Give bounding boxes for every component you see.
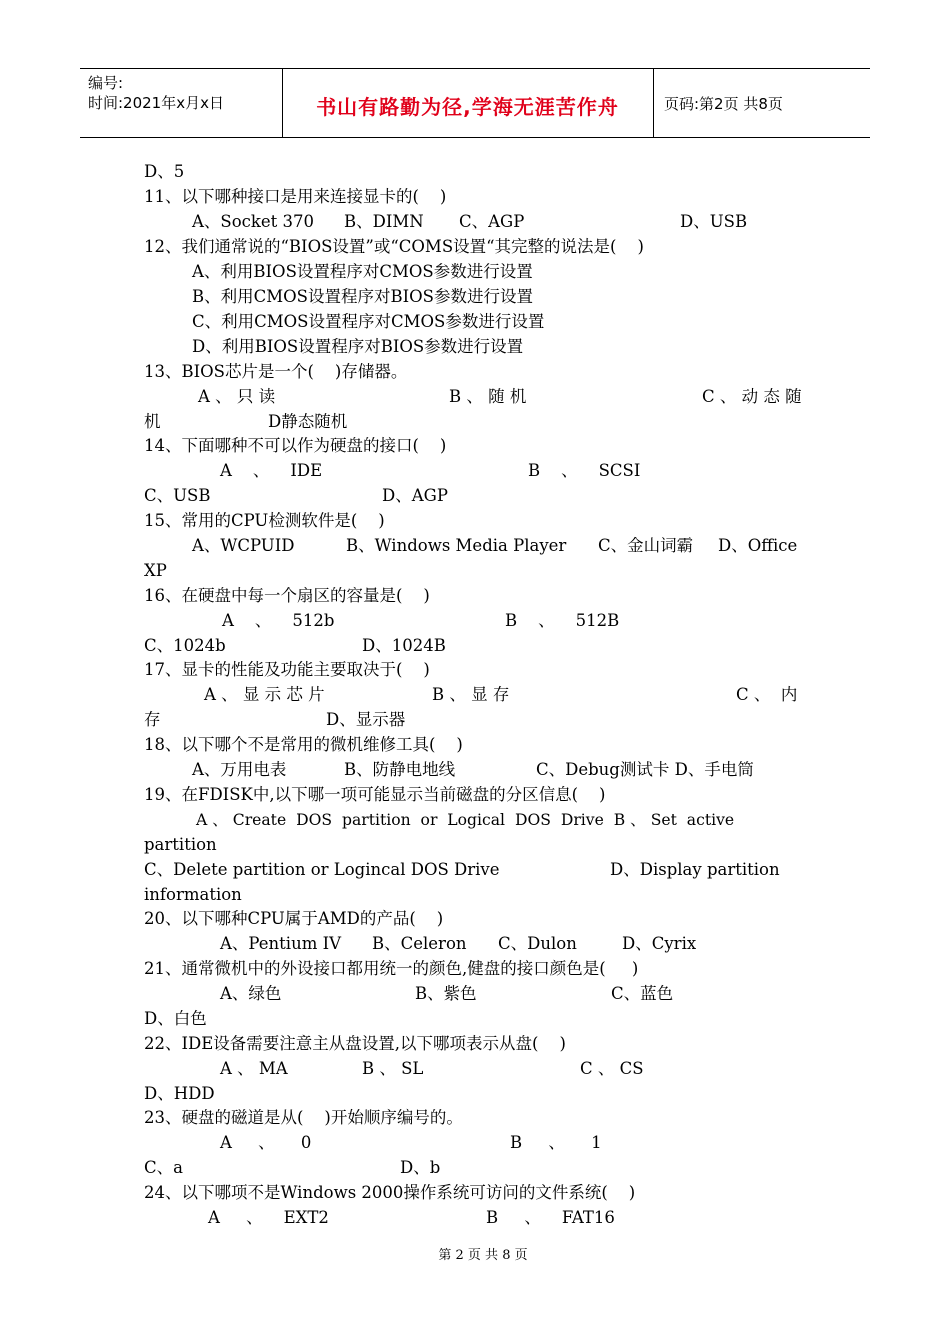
option: D、显示器 [326,710,406,729]
option: B 、 1 [510,1133,602,1152]
question-16: 16、在硬盘中每一个扇区的容量是( ) [144,586,430,605]
question-12: 12、我们通常说的“BIOS设置”或“COMS设置“其完整的说法是( ) [144,237,644,256]
option: B、利用CMOS设置程序对BIOS参数进行设置 [192,287,533,306]
question-20: 20、以下哪种CPU属于AMD的产品( ) [144,909,444,928]
option: D、1024B [362,636,446,655]
option: C、AGP [459,212,525,231]
option: C、Dulon [498,934,577,953]
header-motto: 书山有路勤为径,学海无涯苦作舟 [316,95,619,119]
option: A、绿色 [220,984,282,1003]
question-18: 18、以下哪个不是常用的微机维修工具( ) [144,735,463,754]
option: C、USB [144,486,211,505]
option-continuation: XP [144,561,167,580]
option: D、b [400,1158,441,1177]
question-11: 11、以下哪种接口是用来连接显卡的( ) [144,187,447,206]
option: A 、 Create DOS partition or Logical DOS Drive B 、 Set active [196,811,735,829]
question-21: 21、通常微机中的外设接口都用统一的颜色,健盘的接口颜色是( ) [144,959,639,978]
question-15: 15、常用的CPU检测软件是( ) [144,511,385,530]
option: B、DIMN [344,212,424,231]
option-continuation: information [144,885,242,904]
option: D、HDD [144,1084,215,1103]
option: A 、 MA [220,1059,288,1078]
question-24: 24、以下哪项不是Windows 2000操作系统可访问的文件系统( ) [144,1183,636,1202]
option: D、白色 [144,1009,207,1028]
page-header [80,68,870,138]
option: B、防静电地线 [344,760,456,779]
option: C 、 CS [580,1059,644,1078]
option: D、Office [718,536,798,555]
header-left-cell [88,73,224,113]
option: A 、 EXT2 [208,1208,329,1227]
option-continuation: 存 [144,710,161,729]
question-17: 17、显卡的性能及功能主要取决于( ) [144,660,430,679]
option: B 、 SCSI [528,461,641,480]
page-footer: 第 2 页 共 8 页 [438,1248,528,1263]
doc-number: 编号: [88,74,124,92]
option: B 、 SL [362,1059,424,1078]
option: A、万用电表 [192,760,287,779]
option: C、蓝色 [611,984,674,1003]
option: C、1024b [144,636,226,655]
option: C、a [144,1158,183,1177]
option: D、利用BIOS设置程序对BIOS参数进行设置 [192,337,524,356]
header-divider [653,69,654,137]
option: B、紫色 [415,984,477,1003]
option: B、Celeron [372,934,467,953]
option: D、Cyrix [622,934,697,953]
option: C 、 内 [736,685,798,704]
option: A、Socket 370 [192,212,315,231]
option: A 、 0 [220,1133,312,1152]
option: B 、 512B [505,611,620,630]
question-13: 13、BIOS芯片是一个( )存储器。 [144,362,408,381]
option: B 、 随 机 [449,387,527,406]
option: C、金山词霸 [598,536,694,555]
question-14: 14、下面哪种不可以作为硬盘的接口( ) [144,436,447,455]
option: B 、 FAT16 [486,1208,615,1227]
option: A 、 512b [222,611,335,630]
option: B 、 显 存 [432,685,510,704]
option: B、Windows Media Player [346,536,567,555]
option: D、Display partition [610,860,780,879]
header-page-info: 页码:第2页 共8页 [664,95,783,113]
option-continuation: partition [144,835,217,854]
option: C、利用CMOS设置程序对CMOS参数进行设置 [192,312,545,331]
option: A、WCPUID [192,536,295,555]
option-continuation: 机 [144,412,161,431]
option: C、Delete partition or Logincal DOS Drive [144,860,500,879]
question-19: 19、在FDISK中,以下哪一项可能显示当前磁盘的分区信息( ) [144,785,606,804]
option: D、AGP [382,486,448,505]
question-22: 22、IDE设备需要注意主从盘设置,以下哪项表示从盘( ) [144,1034,566,1053]
option: D静态随机 [268,412,348,431]
option: A、利用BIOS设置程序对CMOS参数进行设置 [192,262,533,281]
option: C、Debug测试卡 D、手电筒 [536,760,754,779]
doc-time: 时间:2021年x月x日 [88,94,224,112]
option: A 、 显 示 芯 片 [204,685,325,704]
option: C 、 动 态 随 [702,387,802,406]
option: A 、 只 读 [198,387,276,406]
question-23: 23、硬盘的磁道是从( )开始顺序编号的。 [144,1108,463,1127]
text-line: D、5 [144,162,185,181]
option: A、Pentium IV [220,934,342,953]
option: D、USB [680,212,748,231]
option: A 、 IDE [220,461,323,480]
